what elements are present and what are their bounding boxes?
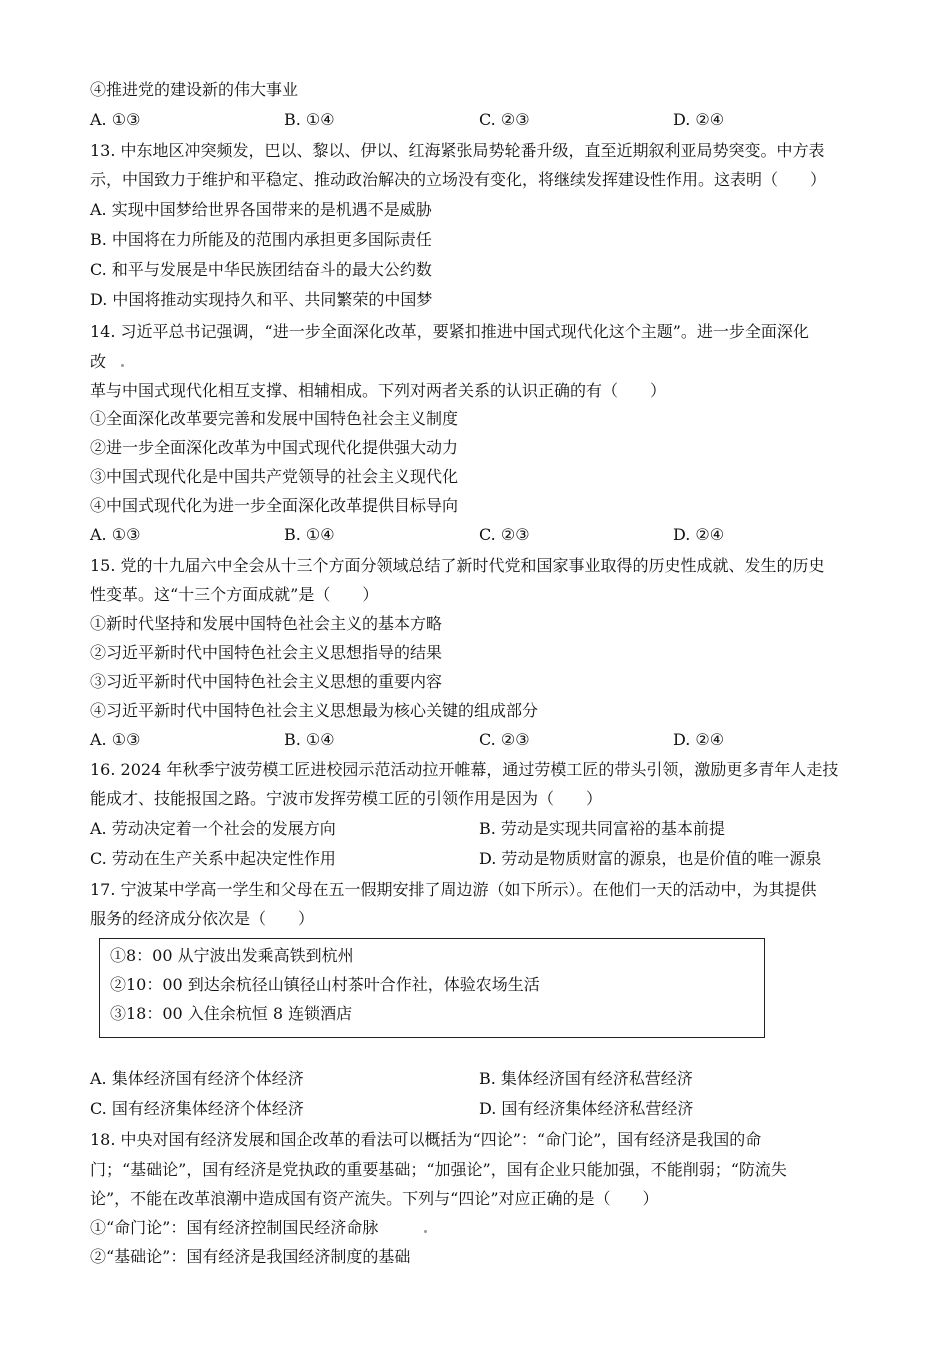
itinerary-item-2: ②10：00 到达余杭径山镇径山村茶叶合作社，体验农场生活 bbox=[110, 975, 540, 994]
q16-option-d: D. 劳动是物质财富的源泉，也是价值的唯一源泉 bbox=[479, 849, 822, 868]
q13-option-c: C. 和平与发展是中华民族团结奋斗的最大公约数 bbox=[90, 260, 432, 279]
q16-option-a: A. 劳动决定着一个社会的发展方向 bbox=[90, 819, 336, 838]
q15-option-c: C. ②③ bbox=[479, 730, 530, 749]
q16-option-b: B. 劳动是实现共同富裕的基本前提 bbox=[479, 819, 725, 838]
q16-option-c: C. 劳动在生产关系中起决定性作用 bbox=[90, 849, 336, 868]
q14-item-3: ③中国式现代化是中国共产党领导的社会主义现代化 bbox=[90, 467, 459, 486]
q15-option-a: A. ①③ bbox=[90, 730, 141, 749]
q14-item-4: ④中国式现代化为进一步全面深化改革提供目标导向 bbox=[90, 496, 459, 515]
q16-stem-line2: 能成才、技能报国之路。宁波市发挥劳模工匠的引领作用是因为（ ） bbox=[90, 789, 603, 808]
q18-item-2: ②“基础论”：国有经济是我国经济制度的基础 bbox=[90, 1247, 411, 1266]
q18-stem-line1: 18. 中央对国有经济发展和国企改革的看法可以概括为“四论”：“命门论”，国有经济是我国的命 bbox=[90, 1130, 762, 1149]
q17-option-a: A. 集体经济国有经济个体经济 bbox=[90, 1069, 304, 1088]
q17-stem-line1: 17. 宁波某中学高一学生和父母在五一假期安排了周边游（如下所示）。在他们一天的活动中，为其提供 bbox=[90, 880, 817, 899]
q13-option-b: B. 中国将在力所能及的范围内承担更多国际责任 bbox=[90, 230, 432, 249]
stray-dot bbox=[121, 364, 124, 367]
itinerary-item-1: ①8：00 从宁波出发乘高铁到杭州 bbox=[110, 946, 354, 965]
q15-item-3: ③习近平新时代中国特色社会主义思想的重要内容 bbox=[90, 672, 443, 691]
q12-option-a: A. ①③ bbox=[90, 110, 141, 129]
q14-option-d: D. ②④ bbox=[673, 525, 725, 544]
q13-stem-line1: 13. 中东地区冲突频发，巴以、黎以、伊以、红海紧张局势轮番升级，直至近期叙利亚局势突变。中方表 bbox=[90, 141, 825, 160]
q18-item-1: ①“命门论”：国有经济控制国民经济命脉 bbox=[90, 1218, 379, 1237]
q14-item-2: ②进一步全面深化改革为中国式现代化提供强大动力 bbox=[90, 438, 459, 457]
q13-option-a: A. 实现中国梦给世界各国带来的是机遇不是威胁 bbox=[90, 200, 432, 219]
q12-option-b: B. ①④ bbox=[284, 110, 335, 129]
q15-item-1: ①新时代坚持和发展中国特色社会主义的基本方略 bbox=[90, 614, 443, 633]
q14-option-a: A. ①③ bbox=[90, 525, 141, 544]
q14-option-c: C. ②③ bbox=[479, 525, 530, 544]
q15-item-2: ②习近平新时代中国特色社会主义思想指导的结果 bbox=[90, 643, 443, 662]
q14-option-b: B. ①④ bbox=[284, 525, 335, 544]
q18-stem-line2: 门；“基础论”，国有经济是党执政的重要基础；“加强论”，国有企业只能加强，不能削弱；“防流失 bbox=[90, 1160, 787, 1179]
q15-option-b: B. ①④ bbox=[284, 730, 335, 749]
q12-option-d: D. ②④ bbox=[673, 110, 725, 129]
q17-option-c: C. 国有经济集体经济个体经济 bbox=[90, 1099, 304, 1118]
q15-option-d: D. ②④ bbox=[673, 730, 725, 749]
q12-item-4: ④推进党的建设新的伟大事业 bbox=[90, 80, 299, 99]
q18-stem-line3: 论”，不能在改革浪潮中造成国有资产流失。下列与“四论”对应正确的是（ ） bbox=[90, 1189, 659, 1208]
q15-item-4: ④习近平新时代中国特色社会主义思想最为核心关键的组成部分 bbox=[90, 701, 539, 720]
q14-stem-line1: 14. 习近平总书记强调，“进一步全面深化改革，要紧扣推进中国式现代化这个主题”。进一步全面深化 bbox=[90, 322, 809, 341]
q17-stem-line2: 服务的经济成分依次是（ ） bbox=[90, 909, 315, 928]
q17-option-d: D. 国有经济集体经济私营经济 bbox=[479, 1099, 694, 1118]
q12-option-c: C. ②③ bbox=[479, 110, 530, 129]
q15-stem-line2: 性变革。这“十三个方面成就”是（ ） bbox=[90, 585, 379, 604]
q14-stem-line2: 改 bbox=[90, 352, 107, 371]
q15-stem-line1: 15. 党的十九届六中全会从十三个方面分领域总结了新时代党和国家事业取得的历史性成就、发生的历史 bbox=[90, 556, 825, 575]
q13-option-d: D. 中国将推动实现持久和平、共同繁荣的中国梦 bbox=[90, 290, 433, 309]
q14-stem-line3: 革与中国式现代化相互支撑、相辅相成。下列对两者关系的认识正确的有（ ） bbox=[90, 381, 667, 400]
itinerary-box bbox=[99, 938, 765, 1038]
q17-option-b: B. 集体经济国有经济私营经济 bbox=[479, 1069, 693, 1088]
q14-item-1: ①全面深化改革要完善和发展中国特色社会主义制度 bbox=[90, 409, 459, 428]
itinerary-item-3: ③18：00 入住余杭恒 8 连锁酒店 bbox=[110, 1004, 353, 1023]
stray-dot bbox=[424, 1230, 427, 1233]
q13-stem-line2: 示，中国致力于维护和平稳定、推动政治解决的立场没有变化，将继续发挥建设性作用。这表明（ ） bbox=[90, 170, 827, 189]
q16-stem-line1: 16. 2024 年秋季宁波劳模工匠进校园示范活动拉开帷幕，通过劳模工匠的带头引领，激励更多青年人走技 bbox=[90, 760, 839, 779]
